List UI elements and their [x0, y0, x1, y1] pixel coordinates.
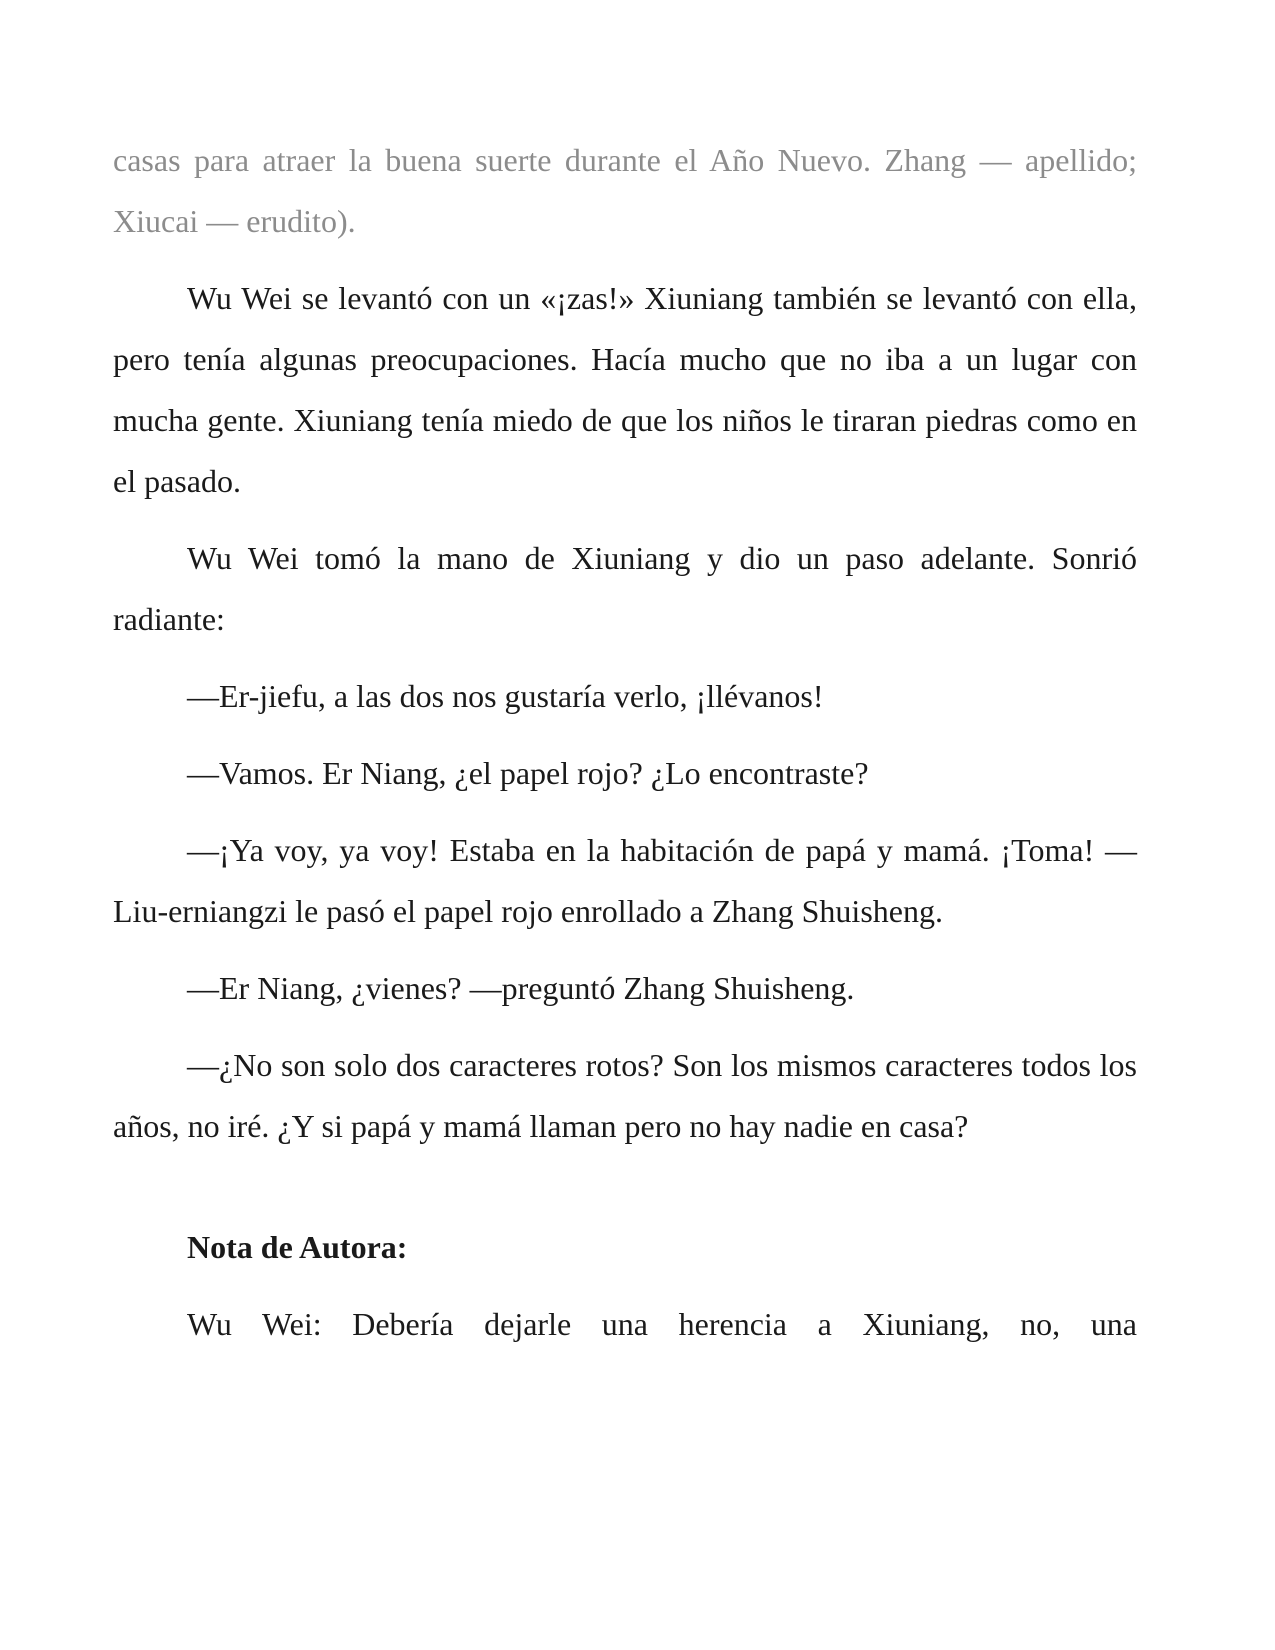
- dialogue-line: —Er Niang, ¿vienes? —preguntó Zhang Shuisheng.: [187, 970, 855, 1006]
- paragraph: Wu Wei tomó la mano de Xiuniang y dio un paso adelante. Sonrió radiante:: [113, 540, 1137, 637]
- dialogue-line: —¡Ya voy, ya voy! Estaba en la habitación de papá y mamá. ¡Toma! —Liu-erniangzi le pasó el papel rojo enrollado a Zhang Shuisheng.: [113, 832, 1137, 929]
- dialogue-line: —¿No son solo dos caracteres rotos? Son los mismos caracteres todos los años, no iré. ¿Y si papá y mamá llaman pero no hay nadie en casa?: [113, 1047, 1137, 1144]
- author-note-text: Wu Wei: Debería dejarle una herencia a Xiuniang, no, una: [187, 1306, 1137, 1342]
- body-text: [113, 130, 1137, 1371]
- dialogue-line: —Er-jiefu, a las dos nos gustaría verlo, ¡llévanos!: [187, 678, 824, 714]
- paragraph: Wu Wei se levantó con un «¡zas!» Xiuniang también se levantó con ella, pero tenía algunas preocupaciones. Hacía mucho que no iba a un lugar con mucha gente. Xiuniang tenía miedo de que los niños le tiraran piedras como en el pasado.: [113, 280, 1137, 499]
- author-note-heading: Nota de Autora:: [187, 1229, 408, 1265]
- footnote-continuation: casas para atraer la buena suerte durante el Año Nuevo. Zhang — apellido; Xiucai — erudito).: [113, 142, 1137, 239]
- dialogue-line: —Vamos. Er Niang, ¿el papel rojo? ¿Lo encontraste?: [187, 755, 869, 791]
